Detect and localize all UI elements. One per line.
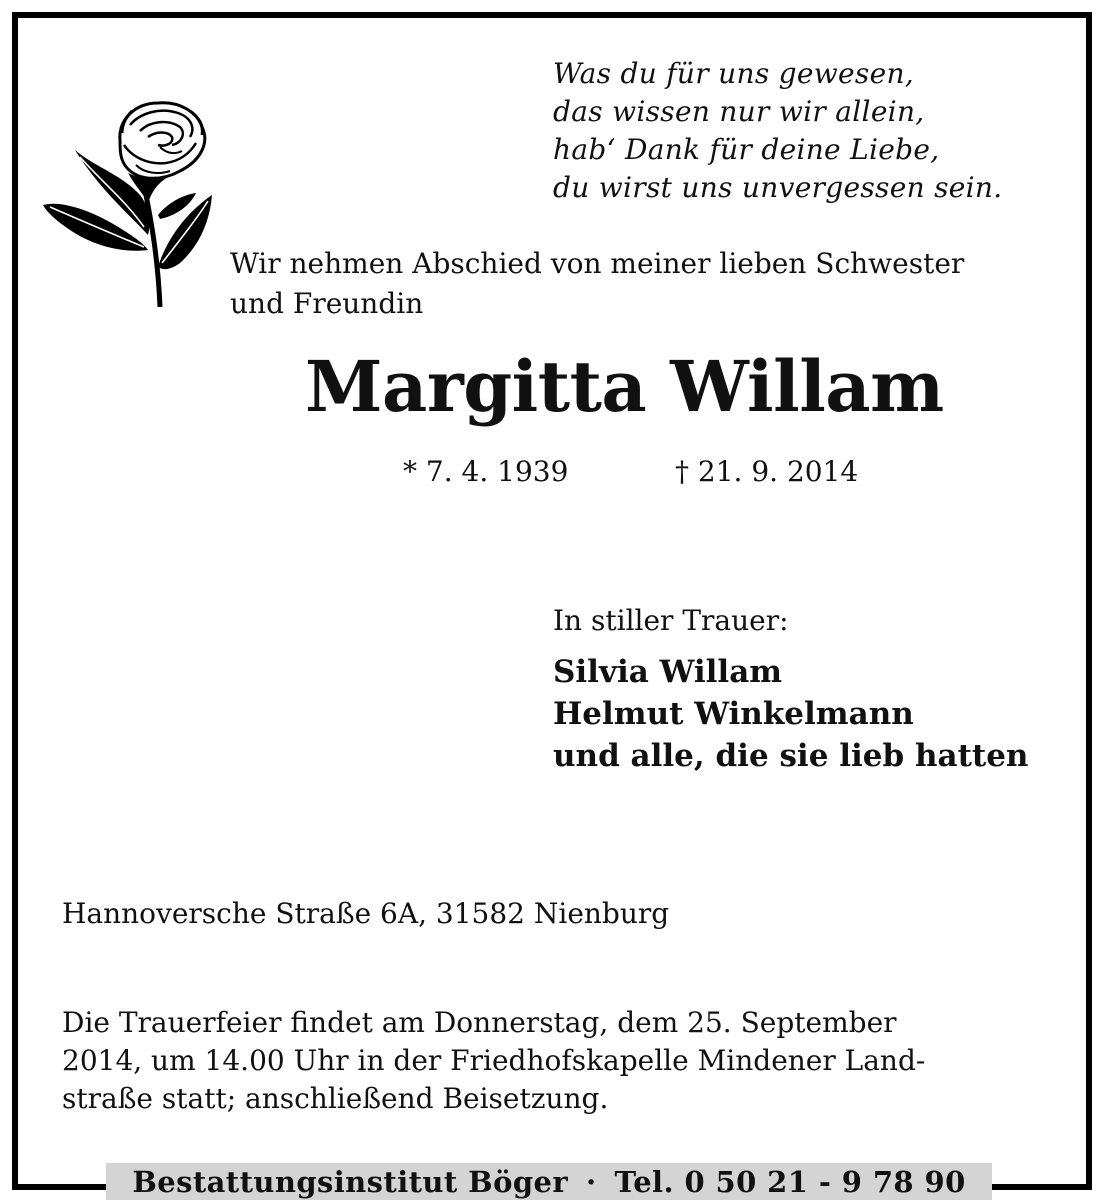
poem xyxy=(553,55,1002,207)
ceremony-line: 2014, um 14.00 Uhr in der Friedhofskapelle Mindener Land- xyxy=(62,1044,926,1077)
ceremony-info xyxy=(62,1004,1036,1118)
footer-separator: · xyxy=(586,1164,597,1199)
mourner-name: Helmut Winkelmann xyxy=(553,696,914,732)
birth-date: * 7. 4. 1939 xyxy=(403,455,569,488)
farewell-line: Wir nehmen Abschied von meiner lieben Schwester xyxy=(230,247,965,280)
deceased-name: Margitta Willam xyxy=(305,345,944,428)
funeral-home-banner xyxy=(106,1163,992,1200)
mourning-intro: In stiller Trauer: xyxy=(553,604,789,637)
funeral-home-phone: Tel. 0 50 21 - 9 78 90 xyxy=(614,1164,966,1199)
farewell-line: und Freundin xyxy=(230,287,424,320)
funeral-home-name: Bestattungsinstitut Böger xyxy=(132,1164,569,1199)
mourner-name: und alle, die sie lieb hatten xyxy=(553,738,1029,774)
poem-line: du wirst uns unvergessen sein. xyxy=(553,171,1003,204)
farewell-text xyxy=(230,244,964,324)
poem-line: hab‘ Dank für deine Liebe, xyxy=(553,133,940,166)
ceremony-line: Die Trauerfeier findet am Donnerstag, dem 25. September xyxy=(62,1006,897,1039)
ceremony-line: straße statt; anschließend Beisetzung. xyxy=(62,1082,609,1115)
address: Hannoversche Straße 6A, 31582 Nienburg xyxy=(62,897,670,930)
poem-line: Was du für uns gewesen, xyxy=(553,57,914,90)
rose-icon xyxy=(40,95,230,315)
poem-line: das wissen nur wir allein, xyxy=(553,95,925,128)
death-date: † 21. 9. 2014 xyxy=(675,455,859,488)
mourner-name: Silvia Willam xyxy=(553,654,783,690)
mourners-list xyxy=(553,651,1028,777)
